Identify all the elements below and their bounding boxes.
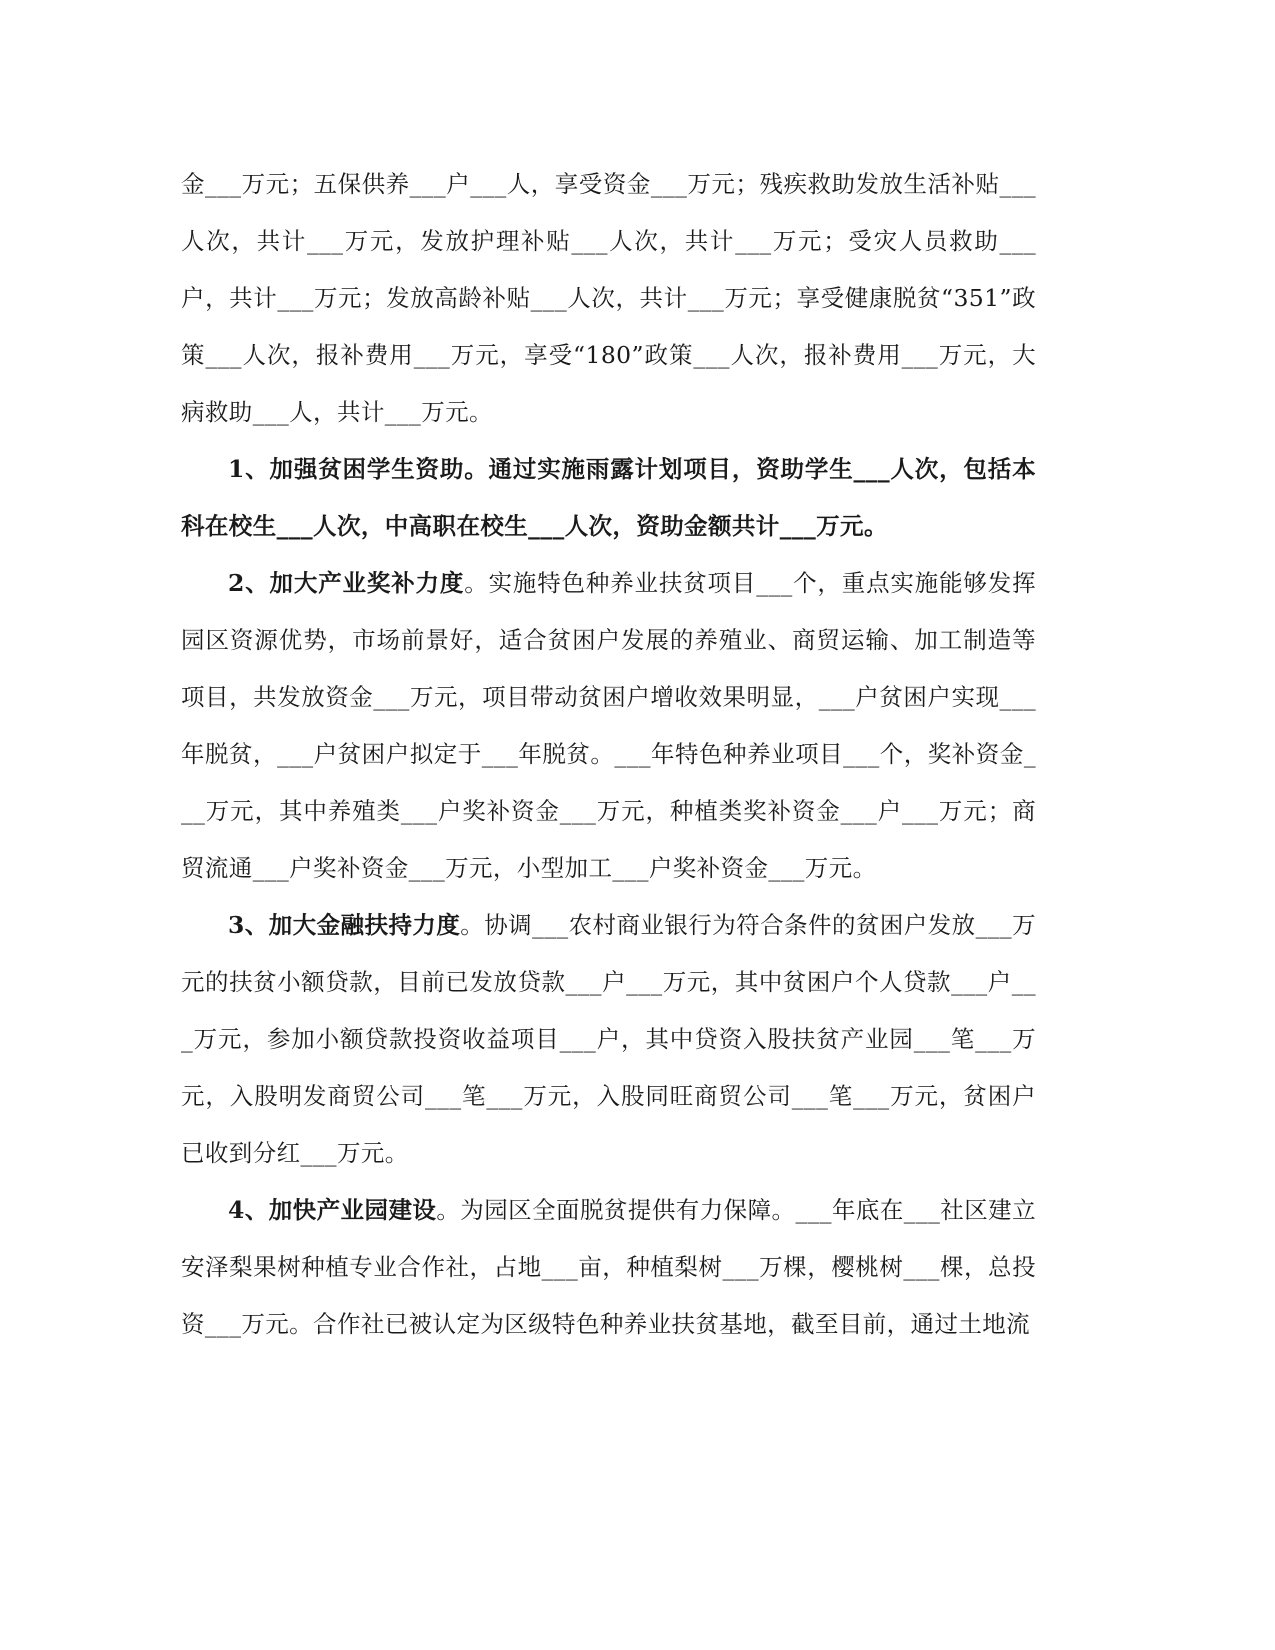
paragraph-industrial-park [181, 1182, 1036, 1353]
body-financial-support: 。协调___农村商业银行为符合条件的贫困户发放___万元的扶贫小额贷款，目前已发放贷款___户___万元，其中贫困户个人贷款___户___万元，参加小额贷款投资收益项目___户，其中贷资入股扶贫产业园___笔___万元，入股明发商贸公司___笔___万元，入股同旺商贸公司___笔___万元，贫困户已收到分红___万元。 [181, 911, 1036, 1167]
heading-industrial-park: 4、加快产业园建设 [228, 1196, 437, 1224]
body-industrial-park: 。为园区全面脱贫提供有力保障。___年底在___社区建立安泽梨果树种植专业合作社，占地___亩，种植梨树___万棵，樱桃树___棵，总投资___万元。合作社已被认定为区级特色种养业扶贫基地，截至目前，通过土地流 [181, 1196, 1037, 1338]
document-body [181, 156, 1036, 1353]
paragraph-social-assistance: 金___万元；五保供养___户___人，享受资金___万元；残疾救助发放生活补贴___人次，共计___万元，发放护理补贴___人次，共计___万元；受灾人员救助___户，共计___万元；发放高龄补贴___人次，共计___万元；享受健康脱贫“351”政策___人次，报补费用___万元，享受“180”政策___人次，报补费用___万元，大病救助___人，共计___万元。 [181, 170, 1036, 426]
paragraph-industry-subsidy [181, 555, 1036, 897]
body-industry-subsidy: 。实施特色种养业扶贫项目___个，重点实施能够发挥园区资源优势，市场前景好，适合贫困户发展的养殖业、商贸运输、加工制造等项目，共发放资金___万元，项目带动贫困户增收效果明显，___户贫困户实现___年脱贫，___户贫困户拟定于___年脱贫。___年特色种养业项目___个，奖补资金___万元，其中养殖类___户奖补资金___万元，种植类奖补资金___户___万元；商贸流通___户奖补资金___万元，小型加工___户奖补资金___万元。 [181, 569, 1037, 882]
heading-industry-subsidy: 2、加大产业奖补力度 [228, 569, 465, 597]
heading-financial-support: 3、加大金融扶持力度 [228, 911, 461, 939]
paragraph-student-aid: 1、加强贫困学生资助。通过实施雨露计划项目，资助学生___人次，包括本科在校生___人次，中高职在校生___人次，资助金额共计___万元。 [181, 455, 1036, 540]
paragraph-financial-support [181, 897, 1036, 1182]
